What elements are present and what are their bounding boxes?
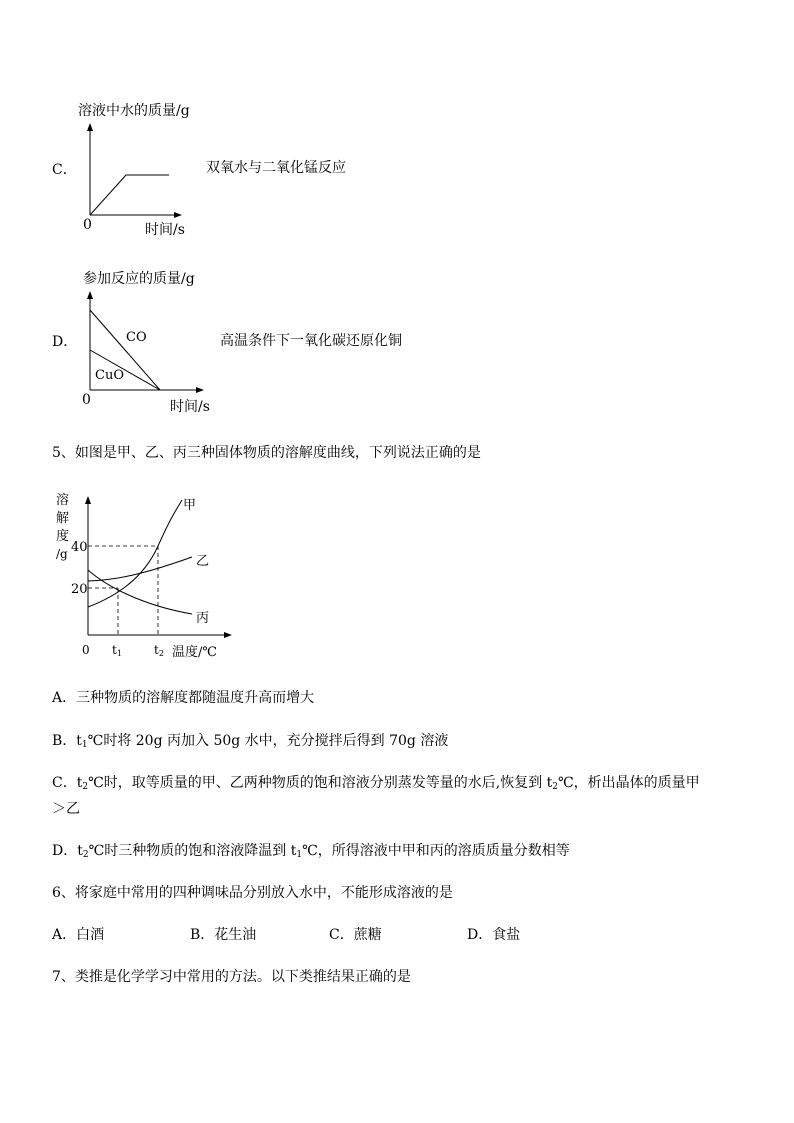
q5-ylabel-1: 溶: [56, 493, 70, 508]
q5-solubility-chart: [50, 490, 240, 665]
option-d-ylabel: 参加反应的质量/g: [83, 271, 195, 287]
option-d-y-arrow: [87, 291, 93, 299]
q5-legend-jia: 甲: [183, 498, 197, 513]
option-d-x-arrow: [196, 387, 204, 393]
option-d-xlabel: 时间/s: [170, 399, 210, 415]
q5-xlabel: 温度/℃: [172, 645, 217, 660]
q6-stem: 6、将家庭中常用的四种调味品分别放入水中，不能形成溶液的是: [52, 885, 453, 901]
option-c-letter: C．: [52, 162, 77, 178]
q5-y-arrow: [85, 496, 91, 504]
q5-legend-yi: 乙: [196, 554, 210, 569]
q5-ylabel-2: 解: [56, 511, 70, 526]
q5-curve-jia: [88, 500, 182, 607]
q6-option-b: B．花生油: [190, 927, 257, 943]
option-d-origin: 0: [82, 392, 91, 408]
q5-option-b: B．$t_1℃$时将 20g 丙加入 50g 水中，充分搅拌后得到 70g 溶液: [52, 733, 449, 750]
option-c-curve: [90, 175, 169, 215]
option-d-description: 高温条件下一氧化碳还原化铜: [220, 333, 402, 349]
q5-legend-bing: 丙: [196, 611, 210, 626]
q5-x-arrow: [224, 632, 232, 638]
option-c-x-arrow: [174, 212, 182, 218]
q5-option-d: D．$t_2℃$时三种物质的饱和溶液降温到 $t_1℃$，所得溶液中甲和丙的溶质质量分数相等: [52, 843, 570, 860]
q5-stem: 5、如图是甲、乙、丙三种固体物质的溶解度曲线，下列说法正确的是: [52, 445, 481, 461]
q6-option-c: C．蔗糖: [329, 927, 382, 943]
q6-option-d: D．食盐: [467, 927, 521, 943]
option-d-co-label: CO: [126, 330, 147, 345]
option-c-y-arrow: [87, 123, 93, 131]
option-d-letter: D．: [52, 334, 78, 350]
q5-origin: 0: [82, 643, 90, 657]
q5-option-c-line2: ＞乙: [52, 801, 80, 817]
q5-curve-yi: [88, 557, 192, 581]
q5-ylabel-3: 度: [56, 529, 70, 544]
q6-option-a: A．白酒: [52, 927, 105, 943]
q5-tick-t1: t1: [112, 643, 122, 658]
q5-tick-t2: t2: [154, 643, 164, 658]
q5-option-c: C．$t_2℃$时，取等质量的甲、乙两种物质的饱和溶液分别蒸发等量的水后,恢复到 $t_2℃$，析出晶体的质量甲: [52, 775, 700, 792]
q5-curve-bing: [88, 570, 192, 614]
q5-tick-20: 20: [71, 582, 88, 597]
option-c-graph: [80, 118, 190, 218]
q5-tick-40: 40: [71, 540, 88, 555]
option-c-ylabel: 溶液中水的质量/g: [78, 103, 190, 119]
option-c-origin: 0: [83, 217, 92, 233]
option-c-xlabel: 时间/s: [145, 222, 185, 238]
option-c-description: 双氧水与二氧化锰反应: [206, 160, 346, 176]
q5-option-a: A．三种物质的溶解度都随温度升高而增大: [52, 690, 315, 706]
q7-stem: 7、类推是化学学习中常用的方法。以下类推结果正确的是: [52, 969, 411, 985]
q5-ylabel-4: /g: [56, 547, 68, 561]
option-d-cuo-label: CuO: [95, 368, 124, 383]
